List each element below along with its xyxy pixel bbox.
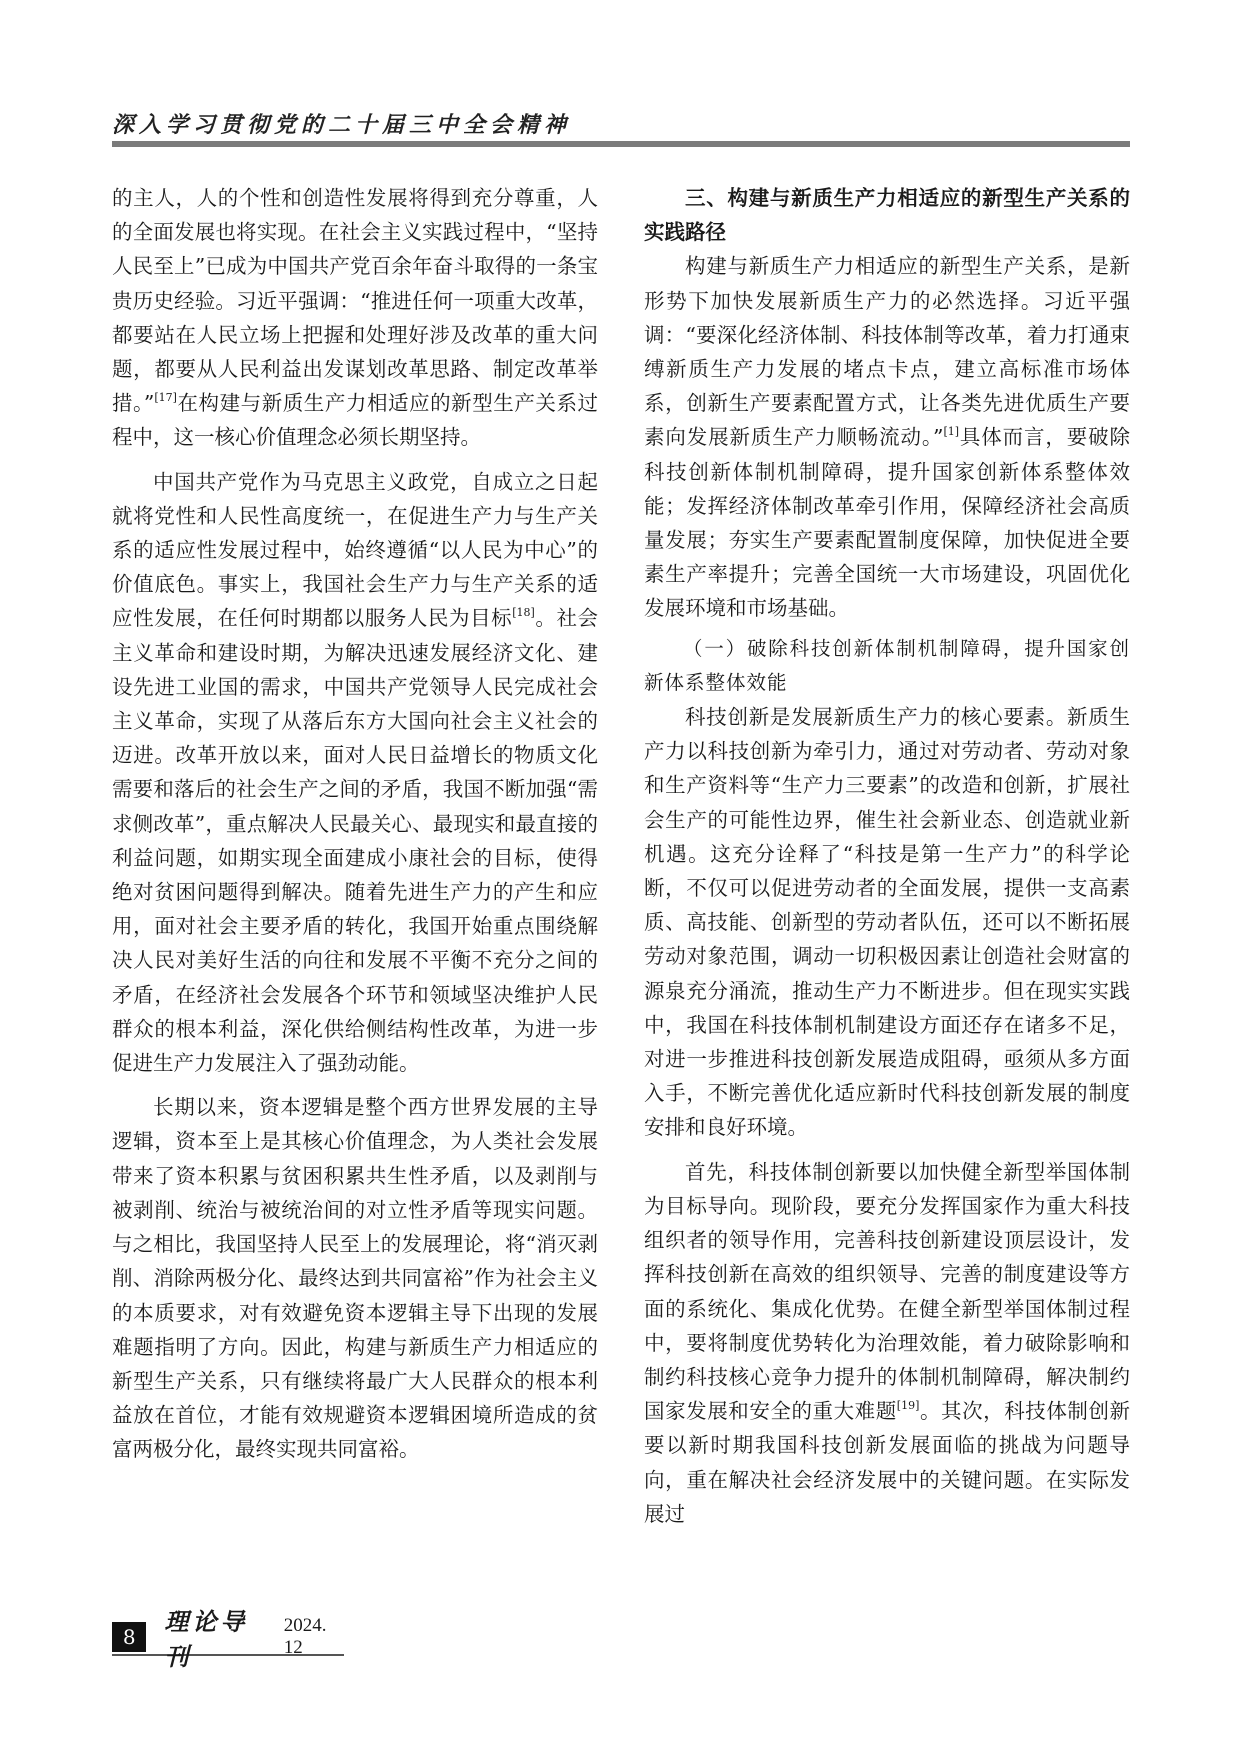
section-heading: 三、构建与新质生产力相适应的新型生产关系的实践路径 <box>644 186 1130 245</box>
paragraph-text: 。社会主义革命和建设时期，为解决迅速发展经济文化、建设先进工业国的需求，中国共产党领导人民完成社会主义革命，实现了从落后东方大国向社会主义社会的迈进。改革开放以来，面对人民日益增长的物质文化需要和落后的社会生产之间的矛盾，我国不断加强“需求侧改革”，重点解决人民最关心、最现实和最直接的利益问题，如期实现全面建成小康社会的目标，使得绝对贫困问题得到解决。随着先进生产力的产生和应用，面对社会主要矛盾的转化，我国开始重点围绕解决人民对美好生活的向往和发展不平衡不充分之间的矛盾，在经济社会发展各个环节和领域坚决维护人民群众的根本利益，深化供给侧结构性改革，为进一步促进生产力发展注入了强劲动能。 <box>112 606 599 1076</box>
paragraph <box>112 465 598 1081</box>
paragraph <box>112 181 598 455</box>
paragraph-text: 首先，科技体制创新要以加快健全新型举国体制为目标导向。现阶段，要充分发挥国家作为重大科技组织者的领导作用，完善科技创新建设顶层设计，发挥科技创新在高效的组织领导、完善的制度建设等方面的系统化、集成化优势。在健全新型举国体制过程中，要将制度优势转化为治理效能，着力破除影响和制约科技核心竞争力提升的体制机制障碍，解决制约国家发展和安全的重大难题 <box>644 1159 1130 1424</box>
journal-name: 理论导刊 <box>164 1607 249 1671</box>
citation: [17] <box>154 391 177 405</box>
right-column <box>644 181 1130 1531</box>
page-number: 8 <box>112 1622 146 1652</box>
paragraph-text: 具体而言，要破除科技创新体制机制障碍，提升国家创新体系整体效能；发挥经济体制改革牵引作用，保障经济社会高质量发展；夯实生产要素配置制度保障，加快促进全要素生产率提升；完善全国统一大市场建设，巩固优化发展环境和市场基础。 <box>644 425 1131 621</box>
header-rule <box>112 141 1130 147</box>
paragraph-text: 在构建与新质生产力相适应的新型生产关系过程中，这一核心价值理念必须长期坚持。 <box>112 391 599 450</box>
paragraph-text: 的主人，人的个性和创造性发展将得到充分尊重，人的全面发展也将实现。在社会主义实践过程中，“坚持人民至上”已成为中国共产党百余年奋斗取得的一条宝贵历史经验。习近平强调：“推进任何一项重大改革，都要站在人民立场上把握和处理好涉及改革的重大问题，都要从人民利益出发谋划改革思路、制定改革举措。” <box>112 186 598 416</box>
paragraph-text: 中国共产党作为马克思主义政党，自成立之日起就将党性和人民性高度统一，在促进生产力与生产关系的适应性发展过程中，始终遵循“以人民为中心”的价值底色。事实上，我国社会生产力与生产关系的适应性发展，在任何时期都以服务人民为目标 <box>112 469 598 631</box>
running-title: 深入学习贯彻党的二十届三中全会精神 <box>112 112 572 138</box>
citation: [19] <box>896 1399 920 1413</box>
paragraph: 科技创新是发展新质生产力的核心要素。新质生产力以科技创新为牵引力，通过对劳动者、劳动对象和生产资料等“生产力三要素”的改造和创新，扩展社会生产的可能性边界，催生社会新业态、创造就业新机遇。这充分诠释了“科技是第一生产力”的科学论断，不仅可以促进劳动者的全面发展，提供一支高素质、高技能、创新型的劳动者队伍，还可以不断拓展劳动对象范围，调动一切积极因素让创造社会财富的源泉充分涌流，推动生产力不断进步。但在现实实践中，我国在科技体制机制建设方面还存在诸多不足，对进一步推进科技创新发展造成阻碍，亟须从多方面入手，不断完善优化适应新时代科技创新发展的制度安排和良好环境。 <box>644 705 1130 1140</box>
page-footer <box>112 1607 344 1671</box>
issue-number: 2024. 12 <box>283 1615 327 1658</box>
paragraph <box>644 249 1130 625</box>
citation: [18] <box>512 606 535 620</box>
paragraph-text: 。其次，科技体制创新要以新时期我国科技创新发展面临的挑战为问题导向，重在解决社会经济发展中的关键问题。在实际发展过 <box>644 1399 1131 1526</box>
paragraph <box>644 1155 1130 1531</box>
paragraph-text: 构建与新质生产力相适应的新型生产关系，是新形势下加快发展新质生产力的必然选择。习近平强调：“要深化经济体制、科技体制等改革，着力打通束缚新质生产力发展的堵点卡点，建立高标准市场体系，创新生产要素配置方式，让各类先进优质生产要素向发展新质生产力顺畅流动。” <box>644 254 1130 450</box>
left-column <box>112 181 598 1467</box>
subsection-heading: （一）破除科技创新体制机制障碍，提升国家创新体系整体效能 <box>644 636 1130 694</box>
paragraph: 长期以来，资本逻辑是整个西方世界发展的主导逻辑，资本至上是其核心价值理念，为人类社会发展带来了资本积累与贫困积累共生性矛盾，以及剥削与被剥削、统治与被统治间的对立性矛盾等现实问题。与之相比，我国坚持人民至上的发展理论，将“消灭剥削、消除两极分化、最终达到共同富裕”作为社会主义的本质要求，对有效避免资本逻辑主导下出现的发展难题指明了方向。因此，构建与新质生产力相适应的新型生产关系，只有继续将最广大人民群众的根本利益放在首位，才能有效规避资本逻辑困境所造成的贫富两极分化，最终实现共同富裕。 <box>112 1095 598 1462</box>
citation: [1] <box>943 425 960 439</box>
